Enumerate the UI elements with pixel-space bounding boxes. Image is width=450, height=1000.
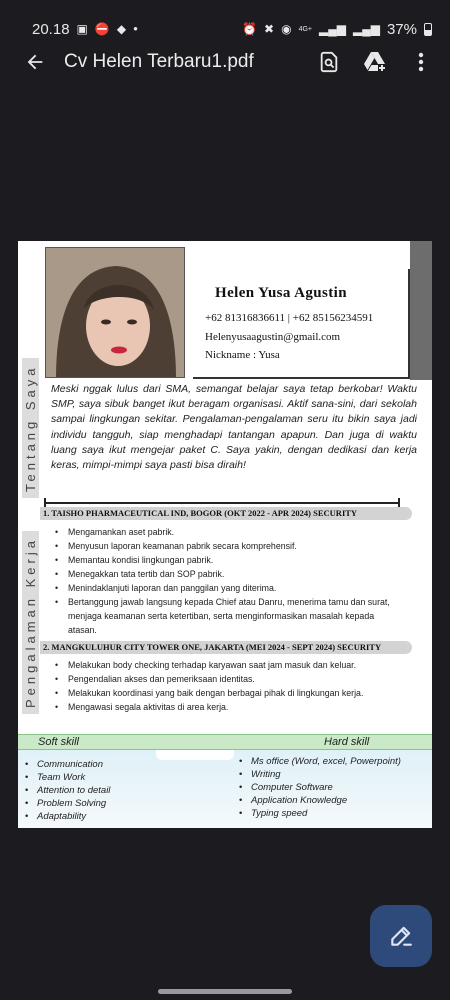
- job-title-1: 1. TAISHO PHARMACEUTICAL IND, BOGOR (OKT 2022 - APR 2024) SECURITY: [40, 507, 412, 520]
- hard-skill-heading: Hard skill: [324, 736, 370, 748]
- hard-skill-item: • Computer Software: [239, 781, 401, 794]
- alarm-icon: ⏰: [242, 22, 258, 36]
- soft-skill-item: • Team Work: [25, 771, 110, 784]
- job-duty: • Mengawasi segala aktivitas di area kerja.: [54, 700, 404, 714]
- profile-photo: [45, 247, 185, 378]
- edit-annotate-icon: [388, 923, 414, 949]
- job-duties-2: [54, 658, 404, 714]
- experience-section-label: Pengalaman Kerja: [22, 531, 39, 714]
- network-label: 4G+: [298, 25, 313, 33]
- soft-skill-heading: Soft skill: [38, 736, 79, 748]
- hard-skill-item: • Typing speed: [239, 807, 401, 820]
- status-bar: [0, 0, 450, 44]
- job-duty: • Pengendalian akses dan pemeriksaan identitas.: [54, 672, 404, 686]
- job-title-2: 2. MANGKULUHUR CITY TOWER ONE, JAKARTA (MEI 2024 - SEPT 2024) SECURITY: [40, 641, 412, 654]
- signal-icon: ▂▄▆: [319, 22, 346, 36]
- job-duty: • Bertanggung jawab langsung kepada Chief atau Danru, menerima tamu dan surat, menjaga keamanan serta ketertiban, serta menginformasikan masalah kepada atasan.: [54, 595, 404, 637]
- skills-header-bar: [18, 734, 432, 750]
- job-duty: • Menegakkan tata tertib dan SOP pabrik.: [54, 567, 404, 581]
- app-actions: [312, 45, 438, 79]
- job-duty: • Menindaklanjuti laporan dan panggilan yang diterima.: [54, 581, 404, 595]
- section-divider: [44, 502, 400, 504]
- document-title: Cv Helen Terbaru1.pdf: [64, 51, 254, 72]
- job-duty: • Melakukan koordinasi yang baik dengan berbagai pihak di lingkungan kerja.: [54, 686, 404, 700]
- phone-numbers: +62 81316836611 | +62 85156234591: [205, 312, 374, 324]
- nickname: Nickname : Yusa: [205, 349, 280, 361]
- add-to-drive-icon: [363, 51, 387, 73]
- search-in-document-button[interactable]: [312, 45, 346, 79]
- gallery-icon: ▣: [76, 22, 88, 36]
- dnd-icon: ⛔: [94, 22, 110, 36]
- hard-skill-list: [239, 755, 401, 820]
- about-text: Meski nggak lulus dari SMA, semangat belajar saya tetap berkobar! Waktu SMP, saya sibuk banget ikut beragam organisasi. Aktif sana-sini, dari sekolah sampai lingkungan sekitar. Pengalaman-pengalaman seru itu bikin saya jadi individu tangguh, siap menghadapi tantangan apapun. Dan juga di waktu luang saya ikut mengejar paket C. Saya yakin, dengan dedikasi dan kerja keras, mimpi-mimpi saya pasti bisa diraih!: [51, 383, 417, 472]
- hard-skill-item: • Writing: [239, 768, 401, 781]
- pdf-page[interactable]: [18, 241, 432, 828]
- soft-skill-list: [25, 758, 110, 823]
- battery-percent: 37%: [386, 20, 417, 38]
- location-icon: ◆: [116, 22, 127, 36]
- annotate-fab-button[interactable]: [370, 905, 432, 967]
- gesture-home-bar[interactable]: [158, 989, 292, 994]
- skills-section: [18, 734, 432, 828]
- soft-skill-item: • Problem Solving: [25, 797, 110, 810]
- dot-icon: ●: [133, 24, 138, 33]
- job-duty: • Mengamankan aset pabrik.: [54, 525, 404, 539]
- more-options-icon: [418, 52, 424, 72]
- job-duty: • Melakukan body checking terhadap karyawan saat jam masuk dan keluar.: [54, 658, 404, 672]
- email-address: Helenyusaagustin@gmail.com: [205, 331, 341, 343]
- battery-icon: [424, 23, 432, 36]
- mute-icon: ✖: [264, 22, 275, 36]
- signal-icon-2: ▂▄▆: [353, 22, 380, 36]
- job-duty: • Menyusun laporan keamanan pabrik secara komprehensif.: [54, 539, 404, 553]
- app-bar: [0, 40, 450, 84]
- hard-skill-item: • Application Knowledge: [239, 794, 401, 807]
- soft-skill-item: • Communication: [25, 758, 110, 771]
- search-in-document-icon: [318, 51, 340, 73]
- hard-skill-item: • Ms office (Word, excel, Powerpoint): [239, 755, 401, 768]
- person-name: Helen Yusa Agustin: [215, 285, 347, 301]
- about-section-label: Tentang Saya: [22, 358, 39, 498]
- soft-skill-item: • Adaptability: [25, 810, 110, 823]
- job-duties-1: [54, 525, 404, 637]
- back-button[interactable]: [18, 45, 52, 79]
- header-accent-block: [410, 241, 432, 380]
- status-time: 20.18: [32, 20, 70, 38]
- job-duty: • Memantau kondisi lingkungan pabrik.: [54, 553, 404, 567]
- more-options-button[interactable]: [404, 45, 438, 79]
- skills-tab-decoration: [156, 750, 234, 760]
- back-arrow-icon: [24, 51, 46, 73]
- hotspot-icon: ◉: [281, 22, 292, 36]
- soft-skill-item: • Attention to detail: [25, 784, 110, 797]
- add-to-drive-button[interactable]: [358, 45, 392, 79]
